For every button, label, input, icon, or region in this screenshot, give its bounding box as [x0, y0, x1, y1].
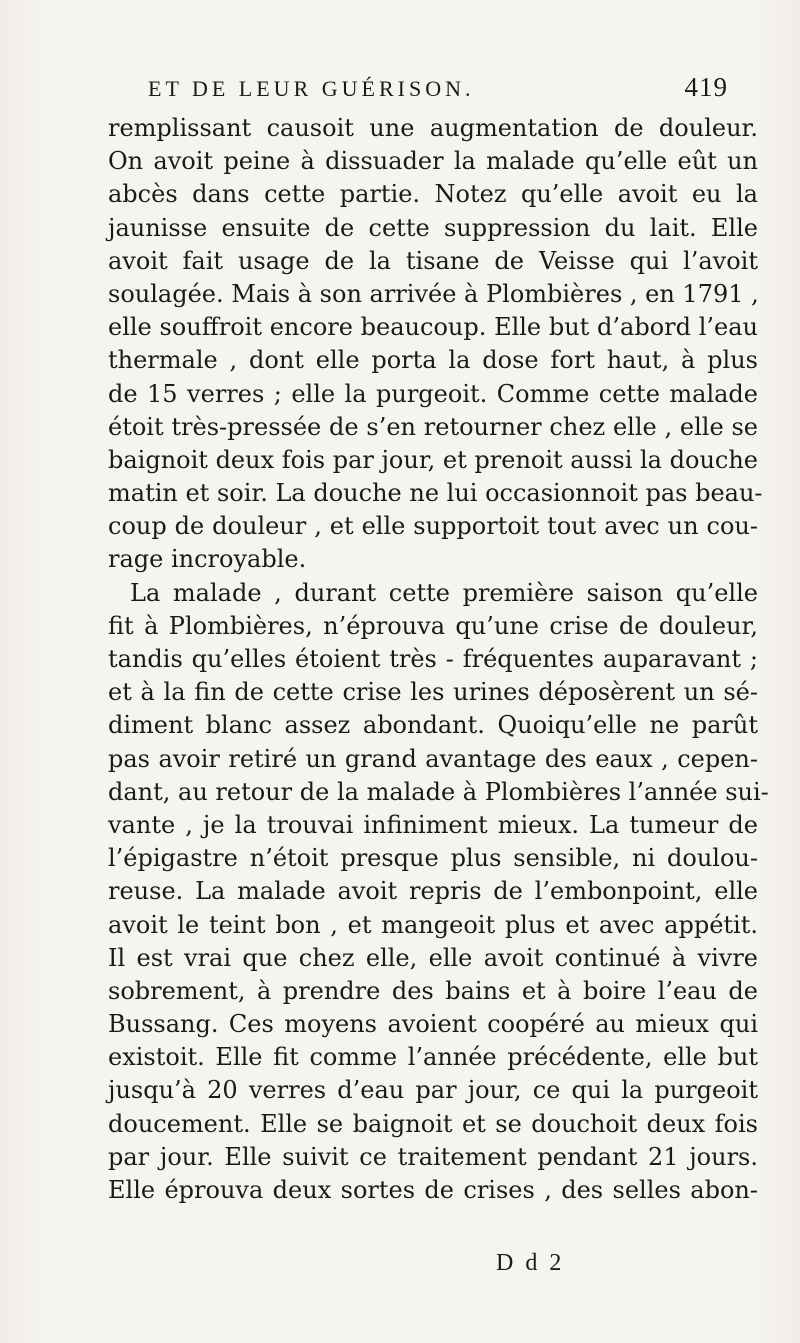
- text-line: coup de douleur , et elle supportoit tout avec un cou-: [108, 512, 758, 541]
- text-line: reuse. La malade avoit repris de l’embonpoint, elle: [108, 877, 758, 906]
- text-line: baignoit deux fois par jour, et prenoit aussi la douche: [108, 445, 758, 474]
- text-line: existoit. Elle fit comme l’année précédente, elle but: [108, 1043, 758, 1072]
- text-line: remplissant causoit une augmentation de douleur.: [108, 114, 758, 142]
- text-line: La malade , durant cette première saison qu’elle: [130, 578, 758, 607]
- text-line: Bussang. Ces moyens avoient coopéré au mieux qui: [108, 1010, 758, 1039]
- running-title: ET DE LEUR GUÉRISON.: [148, 76, 475, 101]
- text-line: jaunisse ensuite de cette suppression du lait. Elle: [108, 213, 758, 242]
- text-line: rage incroyable.: [108, 545, 307, 574]
- page-header: [108, 72, 758, 112]
- text-line: On avoit peine à dissuader la malade qu’elle eût un: [108, 147, 758, 176]
- text-line: diment blanc assez abondant. Quoiqu’elle ne parût: [108, 711, 758, 740]
- text-line: pas avoir retiré un grand avantage des eaux , cepen-: [108, 744, 758, 773]
- body-text: [108, 112, 769, 1207]
- text-line: thermale , dont elle porta la dose fort haut, à plus: [108, 346, 758, 375]
- text-line: par jour. Elle suivit ce traitement pendant 21 jours.: [108, 1142, 758, 1171]
- text-line: avoit fait usage de la tisane de Veisse qui l’avoit: [108, 246, 758, 275]
- text-line: et à la fin de cette crise les urines déposèrent un sé-: [108, 678, 758, 707]
- text-line: soulagée. Mais à son arrivée à Plombières , en 1791 ,: [108, 279, 759, 308]
- text-line: avoit le teint bon , et mangeoit plus et avec appétit.: [108, 910, 758, 939]
- text-line: elle souffroit encore beaucoup. Elle but d’abord l’eau: [108, 313, 758, 342]
- text-line: tandis qu’elles étoient très - fréquentes auparavant ;: [108, 645, 758, 673]
- text-line: l’épigastre n’étoit presque plus sensible, ni doulou-: [108, 844, 758, 873]
- text-line: dant, au retour de la malade à Plombières l’année sui-: [108, 777, 769, 806]
- text-line: doucement. Elle se baignoit et se douchoit deux fois: [108, 1109, 758, 1138]
- page-number: 419: [684, 72, 728, 102]
- signature-mark: D d 2: [496, 1250, 565, 1276]
- text-line: jusqu’à 20 verres d’eau par jour, ce qui la purgeoit: [108, 1076, 758, 1105]
- text-line: étoit très-pressée de s’en retourner chez elle , elle se: [108, 412, 758, 441]
- text-line: abcès dans cette partie. Notez qu’elle avoit eu la: [108, 180, 758, 209]
- text-line: matin et soir. La douche ne lui occasionnoit pas beau-: [108, 479, 763, 508]
- text-line: Elle éprouva deux sortes de crises , des selles abon-: [108, 1176, 758, 1204]
- text-line: de 15 verres ; elle la purgeoit. Comme cette malade: [108, 379, 758, 408]
- text-line: sobrement, à prendre des bains et à boire l’eau de: [108, 976, 758, 1005]
- text-line: Il est vrai que chez elle, elle avoit continué à vivre: [108, 943, 758, 972]
- text-line: fit à Plombières, n’éprouva qu’une crise de douleur,: [108, 611, 758, 640]
- text-line: vante , je la trouvai infiniment mieux. La tumeur de: [108, 810, 758, 839]
